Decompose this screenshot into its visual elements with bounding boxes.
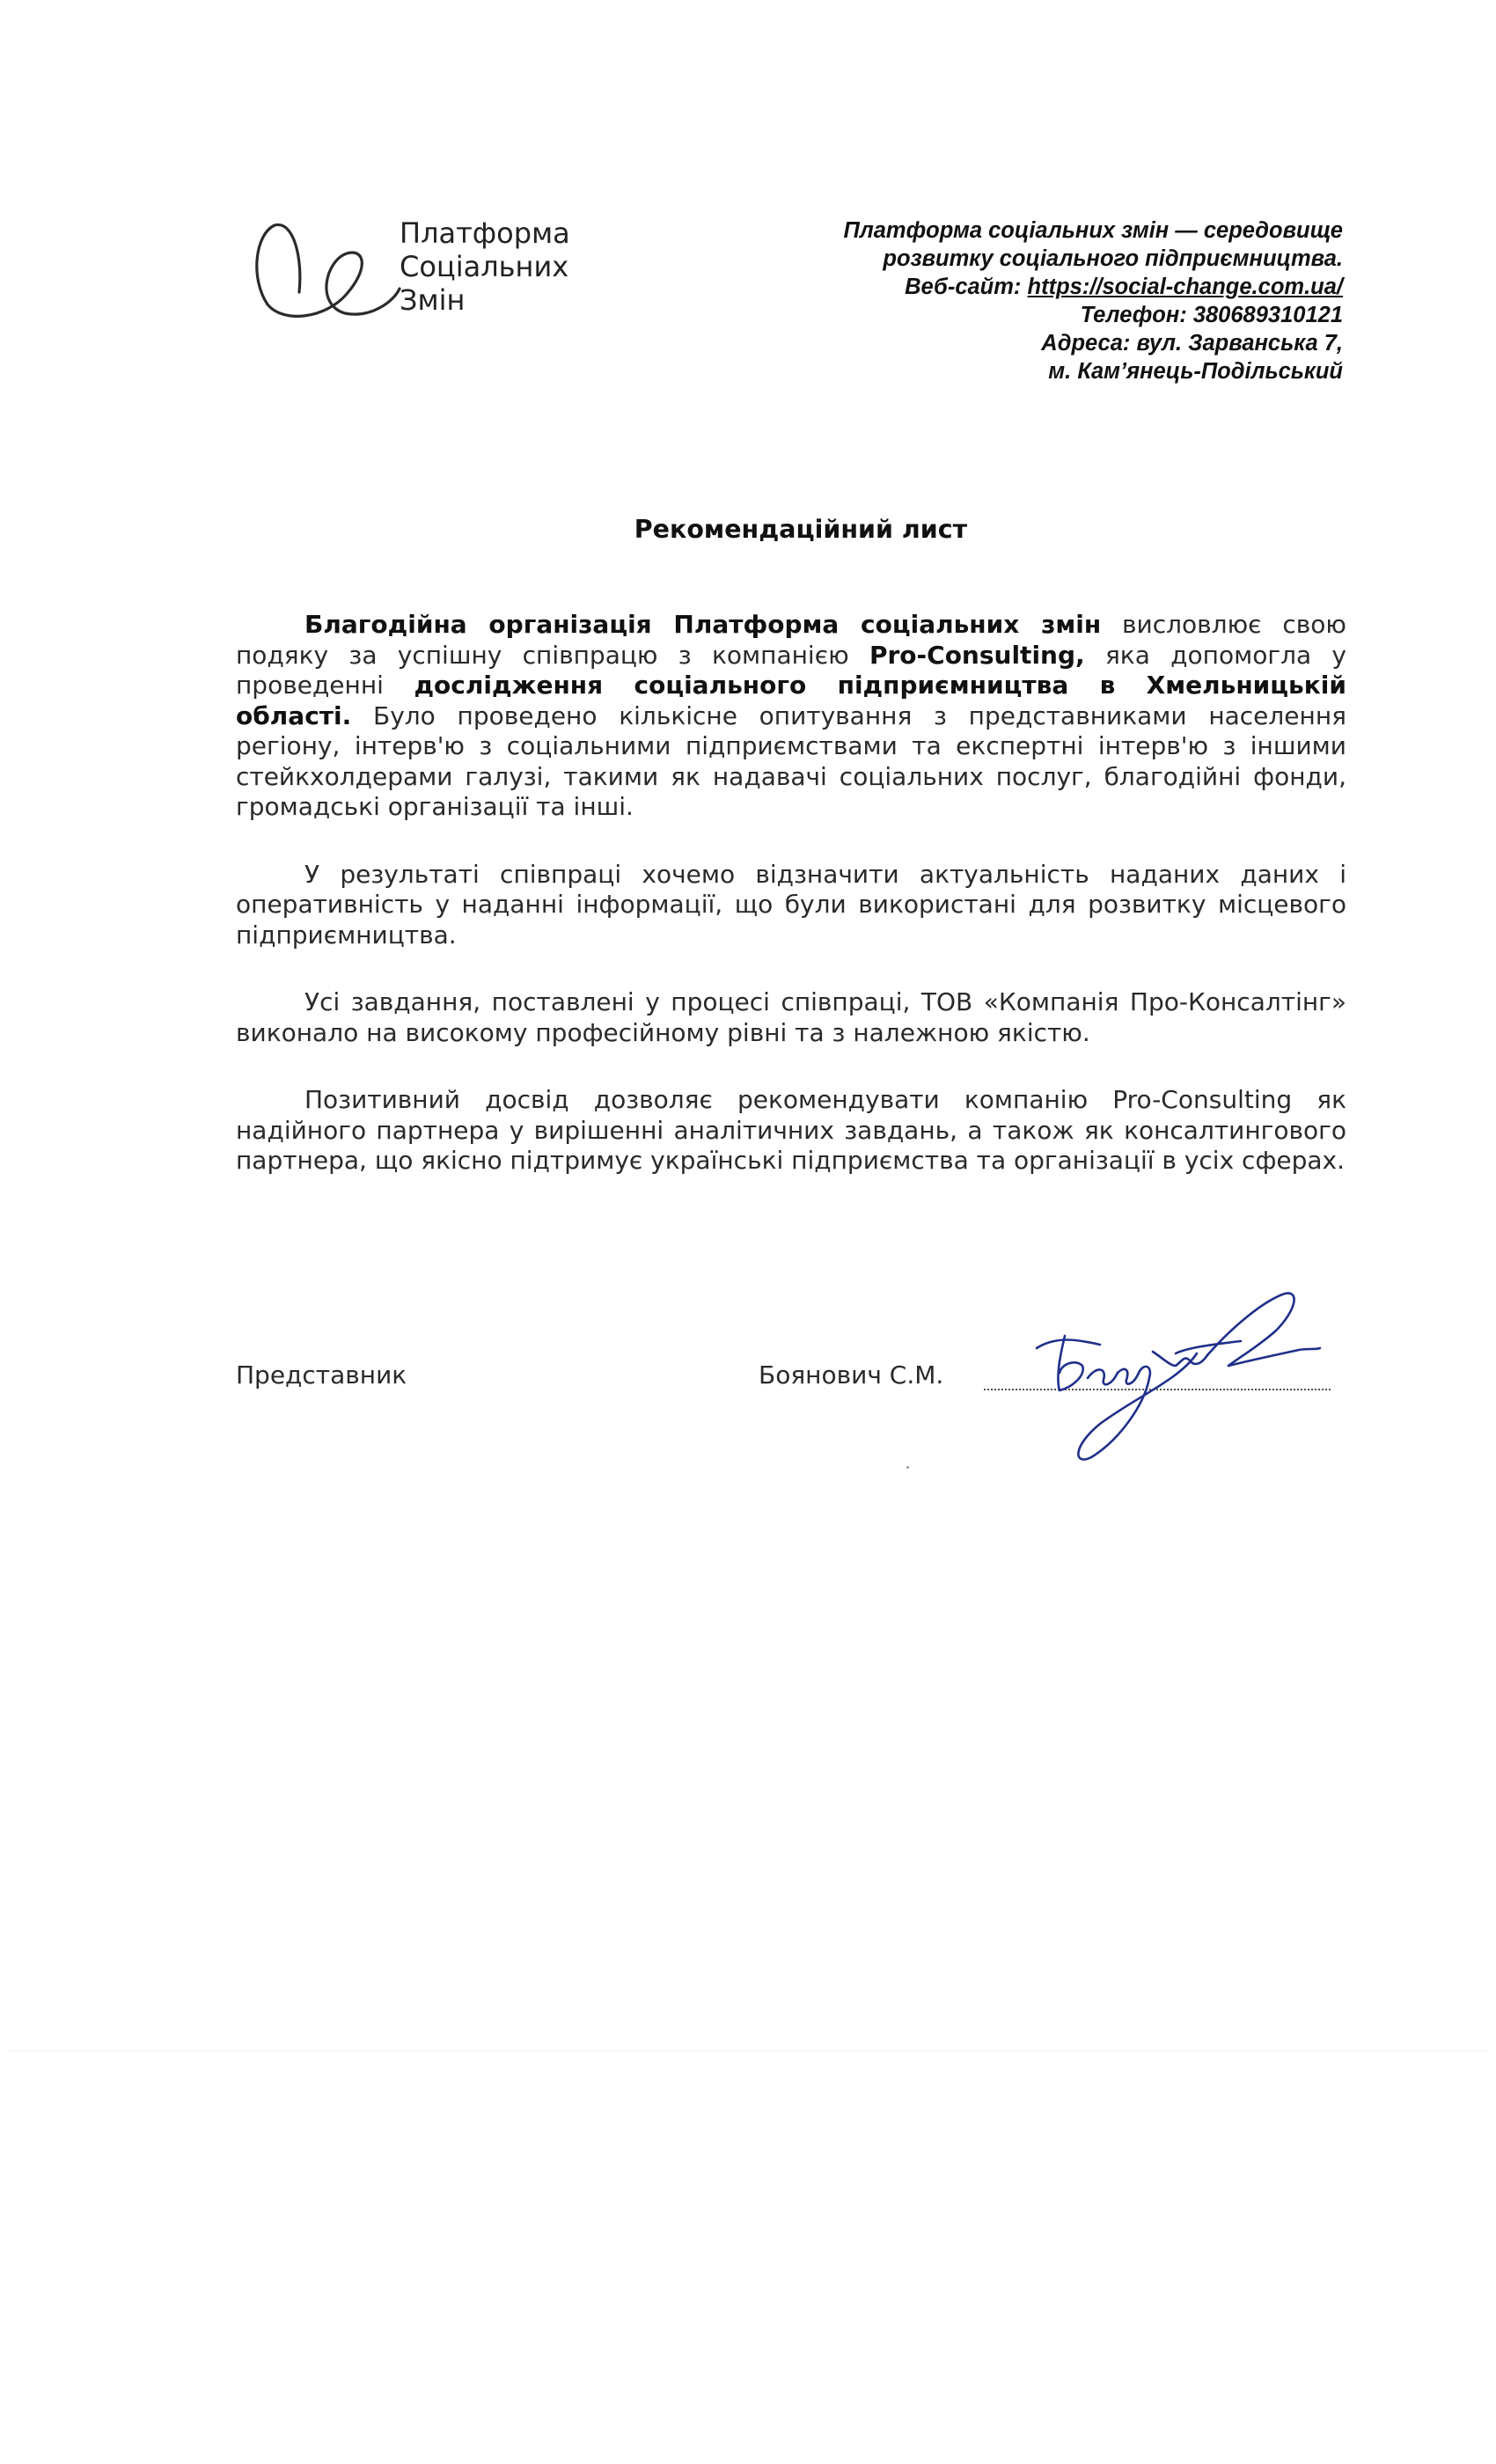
signer-name: Боянович С.М. (759, 1360, 944, 1390)
contact-line: Адреса: вул. Зарванська 7, (1041, 331, 1343, 356)
text: висловлює свою подяку за успішну співпрацю з компанією (236, 610, 1346, 670)
text: яка допомогла у проведенні (236, 640, 1347, 700)
contact-line: розвитку соціального підприємництва. (883, 246, 1343, 271)
scan-speck (906, 1466, 909, 1469)
paragraph (236, 610, 1346, 823)
logo-line: Соціальних (400, 250, 569, 283)
website-line (774, 273, 1343, 301)
website-label: Веб-сайт: (905, 275, 1028, 299)
contact-line: м. Кам’янець-Подільський (1048, 359, 1343, 384)
paragraph: Усі завдання, поставлені у процесі співпраці, ТОВ «Компанія Про-Консалтінг» виконало на високому професійному рівні та з належною якістю. (236, 987, 1346, 1047)
paragraph: У результаті співпраці хочемо відзначити актуальність наданих даних і оперативність у наданні інформації, що були використані для розвитку місцевого підприємництва. (236, 859, 1346, 950)
text: Було проведено кількісне опитування з представниками населення регіону, інтерв'ю з соціальними підприємствами та експертні інтерв'ю з іншими стейкхолдерами галузі, такими як надавачі соціальних послуг, благодійні фонди, громадські організації та інші. (236, 700, 1346, 821)
contact-line: Телефон: 380689310121 (1080, 303, 1343, 327)
company-name: Pro-Consulting, (869, 640, 1085, 670)
logo-wordmark (400, 216, 664, 317)
paragraph: Позитивний досвід дозволяє рекомендувати компанію Pro-Consulting як надійного партнера у вирішенні аналітичних завдань, а також як консалтингового партнера, що якісно підтримує українські підприємства та організації в усіх сферах. (236, 1085, 1346, 1175)
handwritten-signature (1021, 1274, 1329, 1468)
contact-line: Платформа соціальних змін — середовище (843, 218, 1343, 243)
logo-mark-icon (248, 209, 407, 324)
signer-role: Представник (236, 1360, 407, 1390)
research-title: дослідження соціального підприємництва в Хмельницькій області. (236, 671, 1346, 730)
letter-title: Рекомендаційний лист (634, 515, 968, 544)
website-link[interactable]: https://social-change.com.ua/ (1027, 275, 1343, 299)
scan-edge (11, 2050, 1485, 2051)
org-name: Благодійна організація Платформа соціальних змін (304, 610, 1102, 639)
logo-line: Платформа (400, 216, 570, 250)
letter-body (236, 610, 1346, 1214)
logo-line: Змін (400, 283, 466, 317)
contact-block (774, 216, 1343, 385)
